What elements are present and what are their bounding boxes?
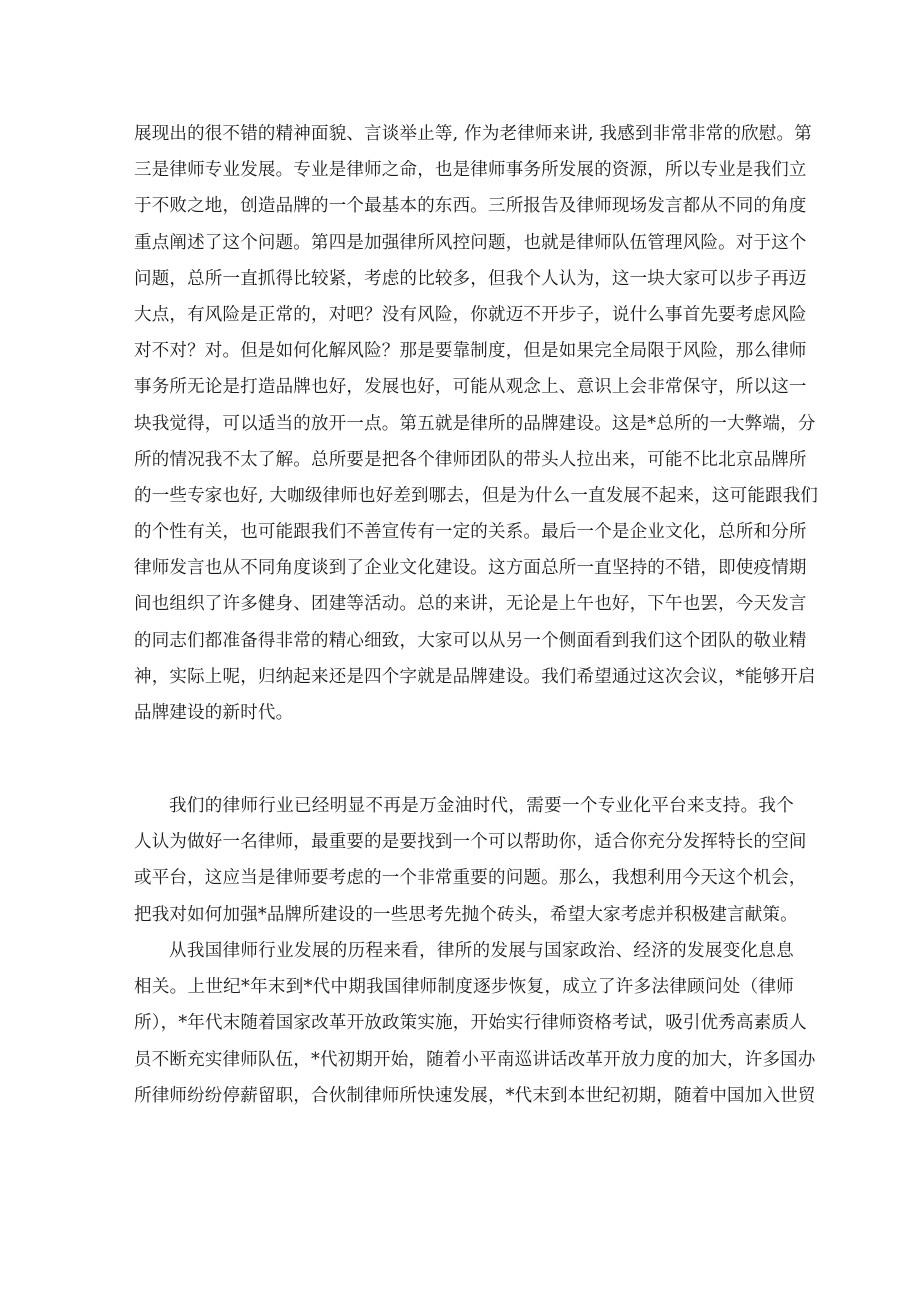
text-line: 间也组织了许多健身、团建等活动。总的来讲，无论是上午也好，下午也罢，今天发言 xyxy=(134,594,807,615)
text-line: 所律师纷纷停薪留职，合伙制律师所快速发展，*代末到本世纪初期，随着中国加入世贸 xyxy=(134,1085,816,1106)
text-line: 神，实际上呢，归纳起来还是四个字就是品牌建设。我们希望通过这次会议，*能够开启 xyxy=(134,666,816,687)
text-line: 我们的律师行业已经明显不再是万金油时代，需要一个专业化平台来支持。我个 xyxy=(169,796,794,816)
text-line: 从我国律师行业发展的历程来看，律所的发展与国家政治、经济的发展变化息息 xyxy=(169,941,794,961)
text-line: 所的情况我不太了解。总所要是把各个律师团队的带头人拉出来，可能不比北京品牌所 xyxy=(134,449,807,470)
text-line: 或平台，这应当是律师要考虑的一个非常重要的问题。那么，我想利用今天这个机会， xyxy=(134,868,807,889)
text-line: 的一些专家也好, 大咖级律师也好差到哪去，但是为什么一直发展不起来，这可能跟我们 xyxy=(134,485,819,506)
text-line: 对不对？对。但是如何化解风险？那是要靠制度，但是如果完全局限于风险，那么律师 xyxy=(134,341,807,362)
text-line: 律师发言也从不同角度谈到了企业文化建设。这方面总所一直坚持的不错，即使疫情期 xyxy=(134,558,807,579)
text-line: 块我觉得，可以适当的放开一点。第五就是律所的品牌建设。这是*总所的一大弊端，分 xyxy=(134,413,816,434)
text-line: 把我对如何加强*品牌所建设的一些思考先抛个砖头，希望大家考虑并积极建言献策。 xyxy=(134,904,798,925)
text-line: 三是律师专业发展。专业是律师之命，也是律师事务所发展的资源，所以专业是我们立 xyxy=(134,160,807,181)
text-line: 所），*年代末随着国家改革开放政策实施，开始实行律师资格考试，吸引优秀高素质人 xyxy=(134,1013,807,1034)
text-line: 的同志们都准备得非常的精心细致，大家可以从另一个侧面看到我们这个团队的敬业精 xyxy=(134,630,807,651)
text-line: 展现出的很不错的精神面貌、言谈举止等, 作为老律师来讲, 我感到非常非常的欣慰。第 xyxy=(134,124,812,144)
text-line: 品牌建设的新时代。 xyxy=(134,703,294,723)
paragraph-2 xyxy=(134,788,807,933)
text-line: 大点，有风险是正常的，对吧？没有风险，你就迈不开步子，说什么事首先要考虑风险 xyxy=(134,304,807,325)
text-line: 员不断充实律师队伍，*代初期开始，随着小平南巡讲话改革开放力度的加大，许多国办 xyxy=(134,1049,816,1070)
text-line: 重点阐述了这个问题。第四是加强律所风控问题，也就是律师队伍管理风险。对于这个 xyxy=(134,232,807,253)
text-line: 人认为做好一名律师，最重要的是要找到一个可以帮助你，适合你充分发挥特长的空间 xyxy=(134,832,807,853)
text-line: 事务所无论是打造品牌也好，发展也好，可能从观念上、意识上会非常保守，所以这一 xyxy=(134,377,807,398)
paragraph-1 xyxy=(134,116,819,731)
text-line: 问题，总所一直抓得比较紧，考虑的比较多，但我个人认为，这一块大家可以步子再迈 xyxy=(134,268,807,289)
text-line: 相关。上世纪*年末到*代中期我国律师制度逐步恢复，成立了许多法律顾问处（律师 xyxy=(134,977,794,998)
text-line: 的个性有关，也可能跟我们不善宣传有一定的关系。最后一个是企业文化，总所和分所 xyxy=(134,522,807,543)
text-line: 于不败之地，创造品牌的一个最基本的东西。三所报告及律师现场发言都从不同的角度 xyxy=(134,196,807,217)
paragraph-3 xyxy=(134,933,816,1114)
